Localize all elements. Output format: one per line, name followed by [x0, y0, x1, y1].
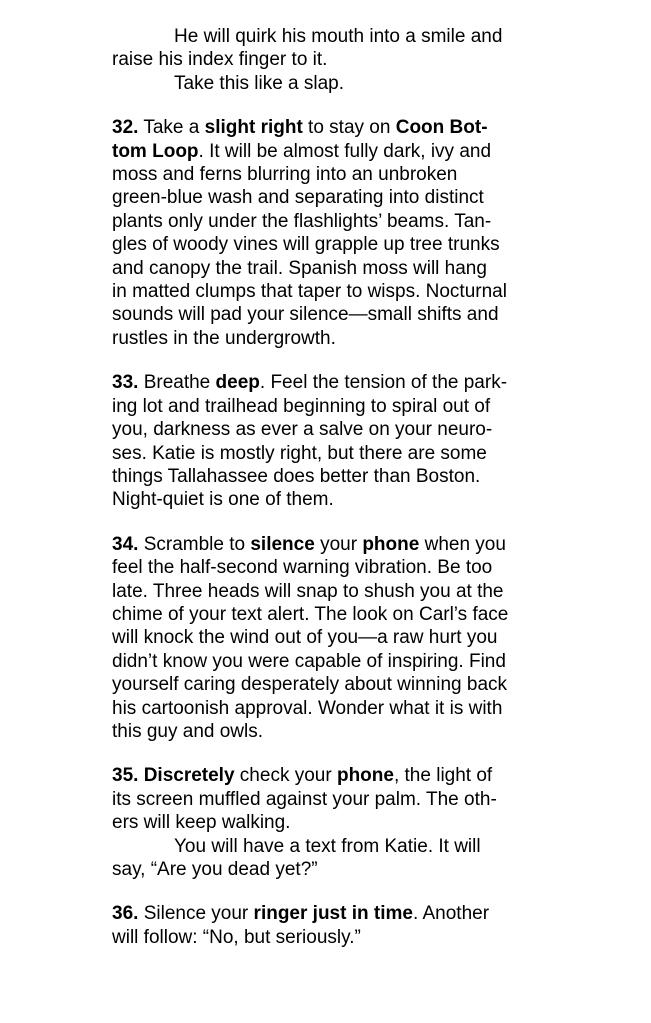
paragraph — [112, 764, 651, 834]
paragraph — [112, 533, 651, 744]
text-line — [112, 72, 651, 95]
paragraph — [112, 902, 651, 949]
bold-text-segment: phone — [336, 765, 394, 787]
text-line — [112, 116, 651, 139]
text-line — [112, 442, 651, 465]
text-segment: Scramble to — [138, 533, 251, 555]
text-line — [112, 902, 651, 925]
text-segment: will knock the wind out of you—a raw hurt you — [112, 627, 498, 649]
page-text — [112, 25, 651, 949]
text-line — [112, 603, 651, 626]
text-line — [112, 25, 651, 48]
text-line — [112, 673, 651, 696]
paragraph — [112, 835, 651, 882]
text-line — [112, 395, 651, 418]
text-line — [112, 418, 651, 441]
bold-text-segment: 36. — [112, 903, 139, 925]
text-line — [112, 327, 651, 350]
paragraph — [112, 116, 651, 350]
text-line — [112, 533, 651, 556]
paragraph — [112, 25, 651, 72]
bold-text-segment: ringer just in time — [253, 903, 413, 925]
text-segment: late. Three heads will snap to shush you at the — [112, 580, 504, 602]
text-segment: You will have a text from Katie. It will — [174, 835, 481, 857]
bold-text-segment: silence — [250, 533, 315, 555]
bold-text-segment: slight right — [204, 117, 303, 139]
text-segment: Take a — [138, 117, 205, 139]
text-segment: Night-quiet is one of them. — [112, 489, 334, 511]
text-segment: chime of your text alert. The look on Carl’s face — [112, 603, 509, 625]
text-segment: in matted clumps that taper to wisps. Nocturnal — [112, 281, 507, 303]
text-segment: plants only under the flashlights’ beams. Tan- — [112, 210, 492, 232]
bold-text-segment: 32. — [112, 117, 139, 139]
bold-text-segment: Coon Bot- — [395, 117, 488, 139]
text-segment: its screen muffled against your palm. The oth- — [112, 788, 497, 810]
text-segment: gles of woody vines will grapple up tree trunks — [112, 234, 500, 256]
text-line — [112, 835, 651, 858]
text-line — [112, 280, 651, 303]
text-segment: say, “Are you dead yet?” — [112, 859, 318, 880]
text-line — [112, 858, 651, 881]
text-segment: ers will keep walking. — [112, 812, 291, 834]
bold-text-segment: 35. Discretely — [112, 765, 235, 787]
text-segment: this guy and owls. — [112, 720, 264, 742]
text-segment: raise his index finger to it. — [112, 49, 328, 71]
text-segment: ing lot and trailhead beginning to spiral out of — [112, 395, 491, 417]
text-segment: and canopy the trail. Spanish moss will hang — [112, 257, 487, 279]
text-segment: ses. Katie is mostly right, but there are some — [112, 442, 487, 464]
text-segment: didn’t know you were capable of inspiring. Find — [112, 650, 506, 672]
text-line — [112, 186, 651, 209]
text-line — [112, 210, 651, 233]
bold-text-segment: deep — [215, 372, 260, 394]
text-line — [112, 720, 651, 743]
text-segment: your — [314, 533, 363, 555]
text-segment: moss and ferns blurring into an unbroken — [112, 164, 458, 186]
text-segment: things Tallahassee does better than Boston. — [112, 465, 481, 487]
bold-text-segment: tom Loop — [112, 140, 199, 162]
text-segment: rustles in the undergrowth. — [112, 327, 336, 349]
text-segment: He will quirk his mouth into a smile and — [174, 26, 503, 47]
text-segment: green-blue wash and separating into distinct — [112, 187, 484, 209]
bold-text-segment: 34. — [112, 533, 139, 555]
text-line — [112, 48, 651, 71]
text-line — [112, 233, 651, 256]
text-segment: when you — [419, 533, 506, 555]
text-segment: yourself caring desperately about winning back — [112, 674, 508, 696]
text-segment: Take this like a slap. — [174, 72, 345, 94]
text-line — [112, 488, 651, 511]
text-line — [112, 140, 651, 163]
text-line — [112, 626, 651, 649]
text-segment: Silence your — [138, 903, 254, 925]
text-segment: feel the half-second warning vibration. Be too — [112, 557, 493, 579]
text-line — [112, 556, 651, 579]
text-segment: sounds will pad your silence—small shifts and — [112, 304, 499, 326]
bold-text-segment: 33. — [112, 372, 139, 394]
text-segment: . It will be almost fully dark, ivy and — [198, 140, 492, 162]
text-line — [112, 697, 651, 720]
text-segment: will follow: “No, but seriously.” — [112, 926, 361, 948]
text-segment: , the light of — [393, 765, 493, 787]
text-segment: check your — [234, 765, 337, 787]
text-segment: his cartoonish approval. Wonder what it is with — [112, 697, 503, 719]
text-line — [112, 163, 651, 186]
text-line — [112, 303, 651, 326]
text-line — [112, 811, 651, 834]
text-line — [112, 371, 651, 394]
paragraph — [112, 72, 651, 95]
paragraph — [112, 371, 651, 511]
text-segment: . Another — [412, 903, 490, 925]
text-line — [112, 650, 651, 673]
text-segment: . Feel the tension of the park- — [259, 372, 508, 394]
text-line — [112, 257, 651, 280]
text-line — [112, 580, 651, 603]
text-line — [112, 926, 651, 949]
text-line — [112, 465, 651, 488]
text-line — [112, 764, 651, 787]
text-segment: to stay on — [302, 117, 396, 139]
text-segment: you, darkness as ever a salve on your neuro- — [112, 419, 493, 441]
bold-text-segment: phone — [362, 533, 420, 555]
text-line — [112, 788, 651, 811]
text-segment: Breathe — [138, 372, 216, 394]
